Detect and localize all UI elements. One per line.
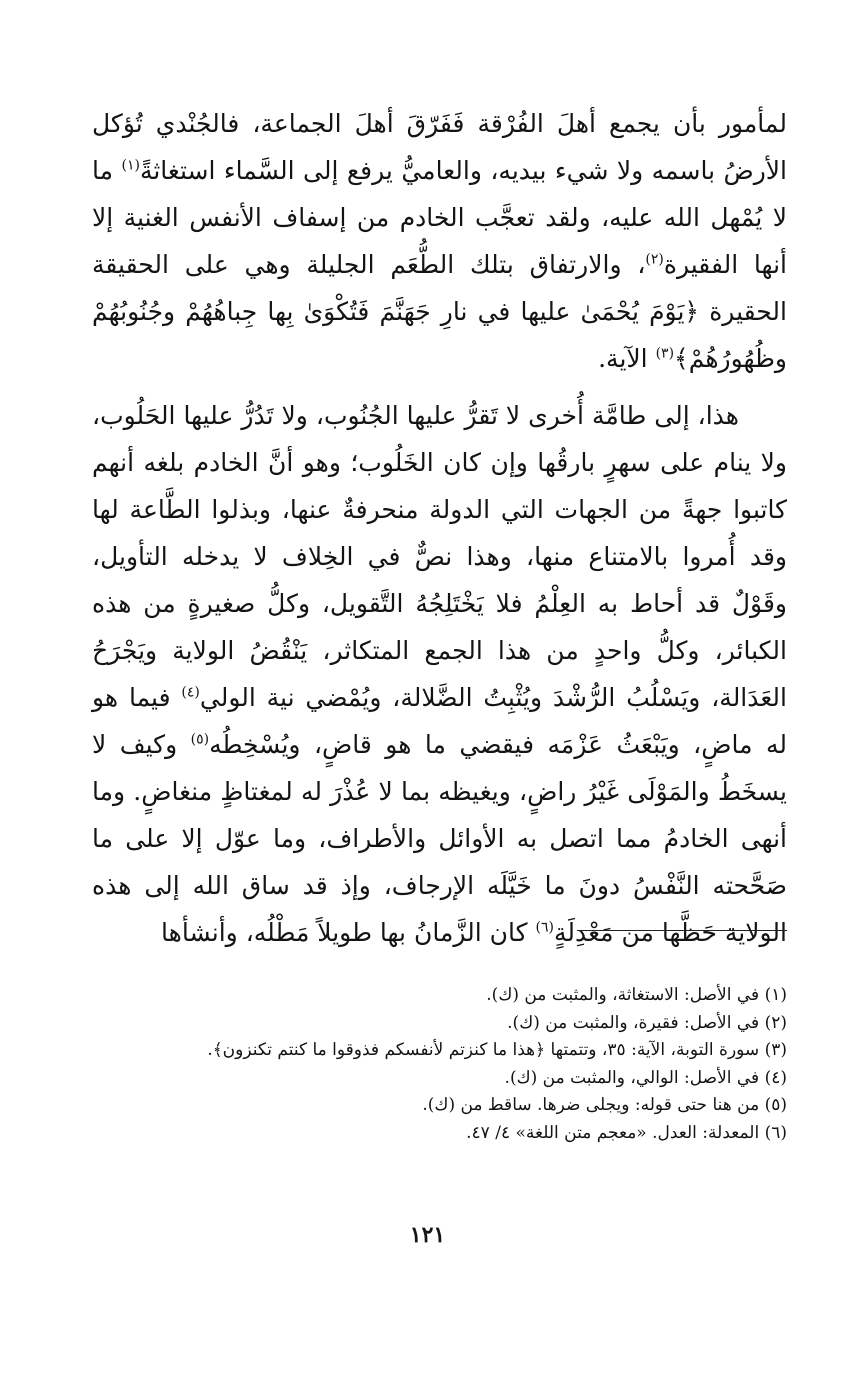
text-run: ، والارتفاق بتلك الطُّعَم الجليلة وهي على الحقيقة الحقيرة ﴿يَوْمَ يُحْمَىٰ عليها في نارِ جَهَنَّمَ فَتُكْوَىٰ بِها جِباهُهُمْ وجُنُوبُهُمْ وظُهُورُهُمْ﴾ — [92, 250, 787, 373]
footnote-separator — [577, 930, 787, 931]
footnote-4: (٤) في الأصل: الوالي، والمثبت من (ك). — [504, 1067, 787, 1088]
footnote-marker-1: (١) — [121, 157, 140, 174]
footnotes-list — [92, 982, 787, 1147]
text-run: فيما هو له ماضٍ، ويَبْعَثُ عَزْمَه فيقضي ما هو قاضٍ، ويُسْخِطُه — [92, 683, 787, 759]
footnote-6: (٦) المعدلة: العدل. «معجم متن اللغة» ٤/ ٤٧. — [466, 1122, 787, 1143]
text-run: كان الزَّمانُ بها طويلاً مَطْلُه، وأنشأها — [161, 918, 536, 947]
footnote-3: (٣) سورة التوبة، الآية: ٣٥، وتتمتها ﴿هذا ما كنزتم لأنفسكم فذوقوا ما كنتم تكنزون﴾. — [207, 1040, 787, 1060]
footnote-marker-4: (٤) — [181, 684, 200, 701]
text-run: ما لا يُمْهل الله عليه، ولقد تعجَّب الخادم من إسفاف الأنفس الغنية إلا أنها الفقيرة — [92, 156, 788, 279]
footnote-1: (١) في الأصل: الاستغاثة، والمثبت من (ك). — [486, 985, 787, 1005]
footnote-5: (٥) من هنا حتى قوله: ويجلى ضرها. ساقط من (ك). — [422, 1095, 787, 1115]
text-run: الآية. — [598, 344, 656, 373]
page-number: ١٢١ — [409, 1222, 446, 1248]
text-run: هذا، إلى طامَّة أُخرى لا تَقرُّ عليها الجُنُوب، ولا تَدُرُّ عليها الحَلُوب، ولا ينام على سهرٍ بارقُها وإن كان الخَلُوب؛ وهو أنَّ الخادم بلغه أنهم كاتبوا جهةً من الجهات التي الدولة منحرفةٌ عنها، وبذلوا الطَّاعة لها وقد أُمروا بالامتناع منها، وهذا نصٌّ في الخِلاف لا يدخله التأويل، وقَوْلٌ قد أحاط به العِلْمُ فلا يَخْتَلِجُهُ التَّقويل، وكلُّ صغيرةٍ من هذه الكبائر، وكلُّ واحدٍ من هذا الجمع المتكاثر، يَنْقُضُ الولاية ويَجْرَحُ العَدَالة، ويَسْلُبُ الرُّشْدَ ويُثْبِتُ الضَّلالة، ويُمْضي نية الولي — [92, 401, 787, 712]
footnote-marker-5: (٥) — [190, 731, 210, 748]
footnote-marker-2: (٢) — [645, 251, 664, 268]
paragraph-2 — [92, 392, 787, 956]
text-run: وكيف لا يسخَطُ والمَوْلَى غَيْرُ راضٍ، ويغيظه بما لا عُذْرَ له لمغتاظٍ منغاضٍ. وما أنهى الخادمُ مما اتصل به الأوائل والأطراف، وما عوّل إلا على ما صَحَّحته النَّفْسُ دونَ ما خَيَّلَه الإرجاف، وإذ قد ساق الله إلى هذه الولاية حَظَّها من مَعْدِلَةٍ — [92, 730, 787, 947]
footnote-2: (٢) في الأصل: فقيرة، والمثبت من (ك). — [507, 1012, 787, 1033]
text-run: لمأمور بأن يجمع أهلَ الفُرْقة فَفَرّقَ أهلَ الجماعة، فالجُنْدي تُؤكل الأرضُ باسمه ولا شيء بيديه، والعاميُّ يرفع إلى السَّماء استغاثةً — [92, 109, 787, 185]
footnote-marker-6: (٦) — [535, 919, 554, 936]
main-text — [92, 100, 787, 956]
paragraph-1 — [92, 100, 787, 382]
footnote-marker-3: (٣) — [655, 345, 675, 362]
